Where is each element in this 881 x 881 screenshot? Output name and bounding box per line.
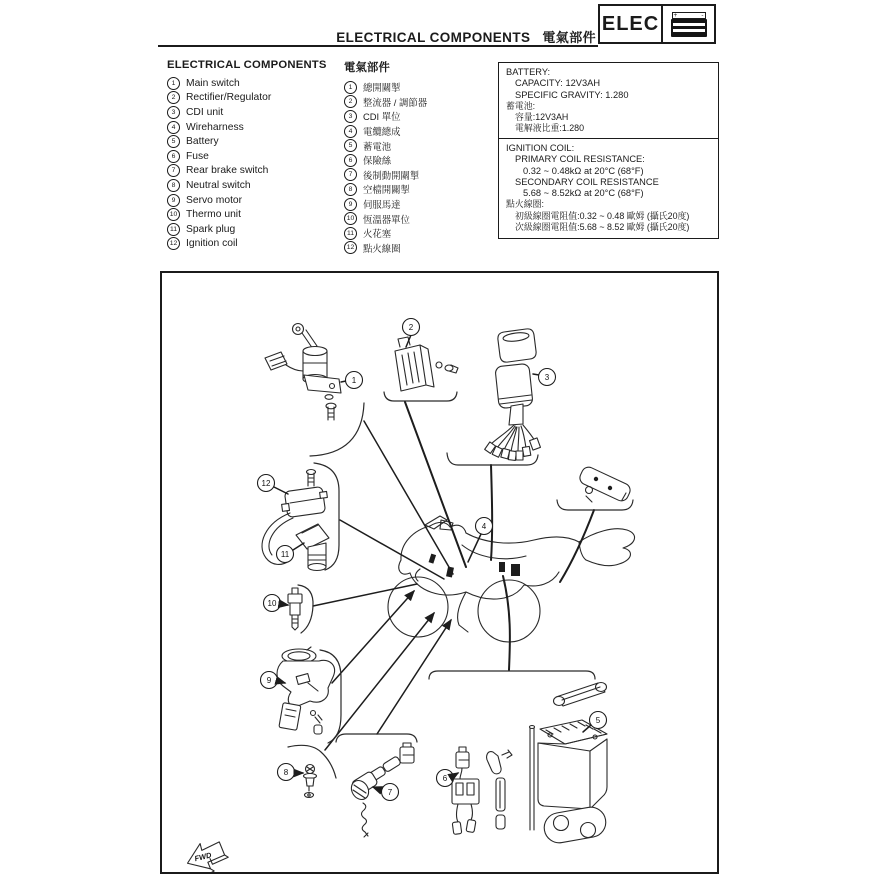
item-number-badge: 1: [167, 77, 180, 90]
battery-icon-body: [671, 19, 707, 37]
battery-spec-title: BATTERY:: [506, 67, 551, 77]
item-label: 空檔開關掣: [363, 184, 410, 196]
item-number-badge: 11: [344, 227, 357, 240]
callout-12: [258, 475, 289, 495]
page-title: [158, 27, 596, 46]
page-title-en: ELECTRICAL COMPONENTS: [336, 30, 531, 45]
svg-text:12: 12: [261, 479, 271, 488]
chapter-tab: [598, 4, 716, 44]
chapter-tab-label: ELEC: [600, 6, 663, 42]
item-label: Battery: [186, 136, 219, 148]
item-number-badge: 10: [344, 212, 357, 225]
legend-item: [167, 91, 337, 106]
main-switch-drawing: [265, 324, 346, 421]
legend-english-heading: ELECTRICAL COMPONENTS: [167, 59, 327, 71]
item-label: 保險絲: [363, 155, 392, 167]
legend-chinese-list: [344, 80, 494, 255]
item-label: Spark plug: [186, 223, 236, 235]
item-label: Ignition coil: [186, 238, 238, 250]
legend-item: [344, 182, 494, 197]
legend-item: [344, 211, 494, 226]
callout-1: [346, 372, 363, 389]
item-number-badge: 5: [167, 135, 180, 148]
fuse-holder-tube-drawing: [487, 750, 512, 829]
item-label: 點火線圈: [363, 242, 401, 254]
legend-english: [167, 59, 337, 251]
neutral-switch-drawing: [304, 765, 317, 798]
svg-text:3: 3: [544, 373, 550, 382]
legend-item: [344, 124, 494, 139]
item-number-badge: 5: [344, 139, 357, 152]
svg-text:9: 9: [266, 676, 272, 685]
thermo-unit-drawing: [288, 588, 302, 630]
item-label: CDI unit: [186, 106, 224, 118]
legend-item: [344, 153, 494, 168]
legend-chinese: [344, 59, 494, 255]
item-number-badge: 4: [344, 125, 357, 138]
legend-item: [167, 120, 337, 135]
svg-text:1: 1: [351, 376, 357, 385]
svg-text:2: 2: [408, 323, 414, 332]
callout-2: [403, 319, 420, 336]
item-number-badge: 10: [167, 208, 180, 221]
primary-coil-value: 0.32 ~ 0.48kΩ at 20°C (68°F): [523, 165, 644, 176]
battery-icon-stripe: [673, 29, 705, 32]
item-number-badge: 11: [167, 223, 180, 236]
item-label: Main switch: [186, 77, 240, 89]
legend-item: [344, 80, 494, 95]
item-number-badge: 3: [167, 106, 180, 119]
component-location-diagram: [160, 271, 719, 874]
item-number-badge: 4: [167, 121, 180, 134]
svg-text:5: 5: [595, 716, 601, 725]
svg-text:4: 4: [481, 522, 487, 531]
legend-chinese-heading: 電氣部件: [344, 62, 390, 74]
callout-11: [277, 543, 305, 563]
item-number-badge: 12: [167, 237, 180, 250]
ignition-spec-section: [499, 139, 718, 236]
item-label: 後制動開關掣: [363, 169, 420, 181]
battery-plus-mark: +: [673, 12, 678, 19]
legend-item: [344, 241, 494, 256]
item-number-badge: 12: [344, 241, 357, 254]
item-label: 恆溫器單位: [363, 213, 410, 225]
legend-item: [167, 134, 337, 149]
battery-gravity-zh: 電解液比重:1.280: [515, 123, 585, 134]
page-title-zh: 電氣部件: [542, 30, 596, 45]
item-number-badge: 2: [344, 95, 357, 108]
item-label: Servo motor: [186, 194, 243, 206]
item-label: Rear brake switch: [186, 165, 269, 177]
battery-capacity-zh: 容量:12V3AH: [515, 112, 569, 123]
svg-text:6: 6: [442, 774, 448, 783]
battery-icon: [671, 11, 707, 37]
battery-spec-title-zh: 蓄電池:: [506, 100, 536, 111]
legend-item: [167, 76, 337, 91]
chapter-tab-icon-cell: [663, 6, 714, 42]
legend-item: [344, 95, 494, 110]
item-number-badge: 9: [167, 194, 180, 207]
item-label: 總開關掣: [363, 82, 401, 94]
battery-minus-mark: -: [701, 12, 704, 19]
rectifier-regulator-drawing: [395, 335, 458, 391]
svg-text:11: 11: [280, 550, 290, 559]
item-label: Thermo unit: [186, 209, 241, 221]
item-number-badge: 7: [344, 168, 357, 181]
item-label: Wireharness: [186, 121, 244, 133]
legend-item: [167, 237, 337, 252]
item-label: 蓄電池: [363, 140, 392, 152]
legend-item: [167, 164, 337, 179]
svg-text:8: 8: [283, 768, 289, 777]
legend-item: [344, 168, 494, 183]
item-number-badge: 1: [344, 81, 357, 94]
leader-lines: [313, 402, 594, 750]
svg-text:10: 10: [267, 599, 277, 608]
battery-spec-section: [499, 63, 718, 139]
ignition-spec-title-zh: 點火線圈:: [506, 199, 544, 210]
legend-item: [344, 138, 494, 153]
svg-text:7: 7: [387, 788, 393, 797]
battery-capacity: CAPACITY: 12V3AH: [515, 78, 601, 89]
item-number-badge: 2: [167, 91, 180, 104]
item-label: CDI 單位: [363, 111, 401, 123]
item-number-badge: 6: [167, 150, 180, 163]
secondary-coil-zh: 次級線圈電阻值:5.68 ~ 8.52 歐姆 (攝氏20度): [515, 222, 690, 233]
item-label: Rectifier/Regulator: [186, 92, 272, 104]
primary-coil-label: PRIMARY COIL RESISTANCE:: [515, 154, 645, 165]
item-label: 整流器 / 調節器: [363, 96, 428, 108]
battery-gravity: SPECIFIC GRAVITY: 1.280: [515, 89, 629, 100]
primary-coil-zh: 初級線圈電阻值:0.32 ~ 0.48 歐姆 (攝氏20度): [515, 210, 690, 221]
header-rule: [158, 45, 598, 47]
spec-box: [498, 62, 719, 239]
ignition-spec-title: IGNITION COIL:: [506, 143, 575, 153]
legend-item: [344, 109, 494, 124]
item-number-badge: 8: [344, 183, 357, 196]
mounting-plate-drawing: [578, 465, 633, 503]
legend-item: [167, 222, 337, 237]
diagram-svg: [162, 273, 717, 872]
secondary-coil-value: 5.68 ~ 8.52kΩ at 20°C (68°F): [523, 188, 644, 199]
legend-item: [167, 105, 337, 120]
item-label: 電纜總成: [363, 126, 401, 138]
fwd-arrow: [184, 838, 231, 872]
callout-3: [539, 369, 556, 386]
item-label: Fuse: [186, 150, 209, 162]
item-number-badge: 7: [167, 164, 180, 177]
battery-icon-stripe: [673, 23, 705, 26]
secondary-coil-label: SECONDARY COIL RESISTANCE: [515, 176, 659, 187]
callout-8: [278, 764, 304, 781]
fuse-drawing: [452, 747, 479, 834]
item-number-badge: 3: [344, 110, 357, 123]
legend-english-list: [167, 76, 337, 251]
legend-item: [167, 149, 337, 164]
callout-7: [373, 784, 399, 801]
legend-item: [167, 178, 337, 193]
item-number-badge: 6: [344, 154, 357, 167]
cdi-unit-drawing: [485, 329, 541, 461]
legend-item: [167, 193, 337, 208]
fwd-arrow-label: FWD: [193, 850, 213, 864]
servo-motor-drawing: [277, 647, 335, 734]
item-label: 伺服馬達: [363, 199, 401, 211]
legend-item: [344, 197, 494, 212]
item-label: 火花塞: [363, 228, 392, 240]
battery-icon-terminals: [672, 12, 706, 19]
item-number-badge: 9: [344, 198, 357, 211]
legend-item: [344, 226, 494, 241]
legend-item: [167, 207, 337, 222]
spark-plug-cap-drawing: [296, 524, 329, 571]
battery-drawing: [530, 683, 609, 846]
callout-10: [264, 595, 289, 612]
item-number-badge: 8: [167, 179, 180, 192]
vehicle-frame-drawing: [388, 516, 635, 642]
item-label: Neutral switch: [186, 179, 251, 191]
